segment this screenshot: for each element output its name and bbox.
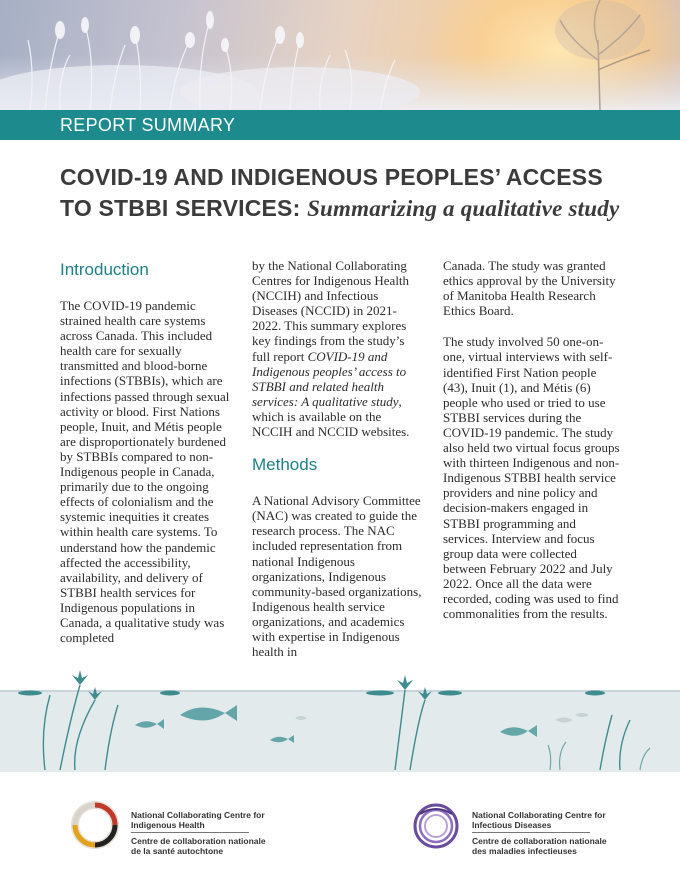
intro-continued-a: by the National Collaborating Centres for Indigenous Health (NCCIH) and Infectious Diseases (NCCID) in 2021-2022. This summary explores key findings from the study’s full report [252, 258, 410, 364]
intro-continued-b: , which is available on the NCCIH and NCCID websites. [252, 393, 410, 440]
nccid-name-en: National Collaborating Centre for Infectious Diseases [472, 810, 606, 830]
lily-fish-illustration [0, 660, 680, 780]
nccih-name-fr: Centre de collaboration nationale de la santé autochtone [131, 836, 266, 856]
nccid-name-fr: Centre de collaboration nationale des maladies infectieuses [472, 836, 607, 856]
nccih-divider [131, 832, 249, 833]
banner-label: REPORT SUMMARY [60, 115, 236, 135]
column-1 [60, 258, 232, 661]
methods-paragraph-1-continued: Canada. The study was granted ethics approval by the University of Manitoba Health Research Ethics Board. [443, 258, 616, 319]
introduction-continued [252, 258, 424, 439]
title-subtitle: Summarizing a qualitative study [307, 196, 620, 221]
column-2 [252, 258, 424, 675]
column-3 [443, 258, 621, 637]
methods-paragraph-2: The study involved 50 one-on-one, virtual interviews with self-identified First Nation people (43), Inuit (1), and Métis (6) people who used or tried to use STBBI services during the COVID-19 pandemic. The study also held two virtual focus groups with thirteen Indigenous and non-Indigenous STBBI health service providers and nine policy and decision-makers engaged in STBBI programming and services. Interview and focus group data were collected between February 2022 and July 2022. Once all the data were recorded, coding was used to find commonalities from the results. [443, 334, 620, 622]
methods-paragraph-1: A National Advisory Committee (NAC) was created to guide the research process. The NAC included representation from national Indigenous organizations, Indigenous community-based organizations, Indigenous health service organizations, and academics with expertise in Indigenous health in [252, 493, 422, 660]
nccih-logo-icon [70, 800, 120, 850]
title-main: COVID-19 AND INDIGENOUS PEOPLES’ ACCESS TO STBBI SERVICES: [60, 164, 603, 221]
page-title [60, 162, 640, 224]
nccid-divider [472, 832, 590, 833]
introduction-paragraph: The COVID-19 pandemic strained health care systems across Canada. This included health care for sexually transmitted and blood-borne infections (STBBIs), which are infections passed through sexual activity or blood. First Nations people, Inuit, and Métis people are disproportionately burdened by STBBIs compared to non-Indigenous people in Canada, primarily due to the ongoing effects of colonialism and the systemic inequities it creates within health care systems. To understand how the pandemic affected the accessibility, availability, and delivery of STBBI health services for Indigenous populations in Canada, a qualitative study was completed [60, 298, 230, 646]
introduction-heading: Introduction [60, 260, 149, 279]
full-report-title: COVID-19 and Indigenous peoples’ access to STBBI and related health services: A qualitative study [252, 348, 407, 409]
frosted-grass-illustration [0, 0, 680, 110]
report-summary-banner [0, 110, 680, 140]
nccih-name-en: National Collaborating Centre for Indigenous Health [131, 810, 265, 830]
methods-heading: Methods [252, 455, 318, 475]
nccid-logo-icon [410, 800, 462, 852]
nccid-logo-text [472, 810, 612, 856]
header-photo [0, 0, 680, 110]
nccih-logo-text [131, 810, 271, 856]
